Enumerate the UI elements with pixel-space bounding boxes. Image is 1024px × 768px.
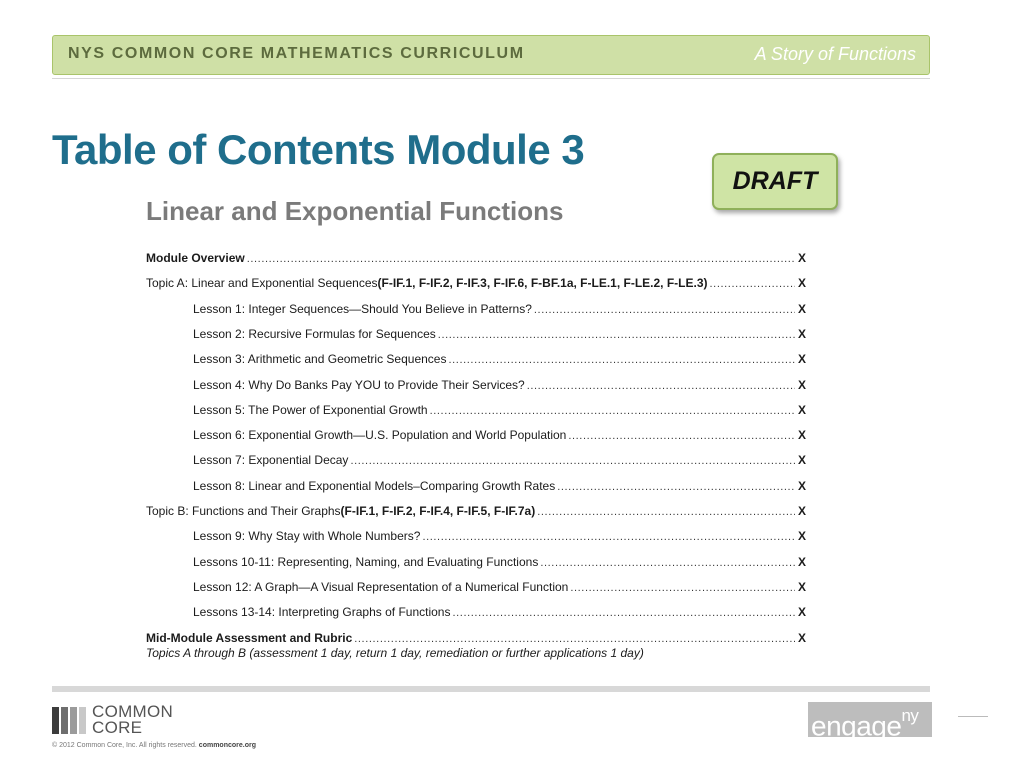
logo-line-2: CORE [92, 718, 143, 737]
toc-entry[interactable] [146, 274, 806, 292]
toc-entry[interactable] [146, 249, 806, 267]
toc-dot-leader [537, 503, 795, 521]
toc-entry-label: Lesson 6: Exponential Growth—U.S. Population and World Population [193, 428, 567, 442]
toc-entry-label: Lesson 7: Exponential Decay [193, 453, 349, 467]
header-divider [52, 78, 930, 79]
toc-entry[interactable] [146, 629, 806, 647]
logo-bar [61, 707, 68, 734]
toc-dot-leader [710, 275, 795, 293]
toc-note: Topics A through B (assessment 1 day, return 1 day, remediation or further applications 1 day) [146, 646, 644, 660]
toc-entry-page: X [797, 479, 806, 493]
toc-entry[interactable] [193, 553, 806, 571]
toc-entry[interactable] [193, 350, 806, 368]
toc-entry-label: Lesson 2: Recursive Formulas for Sequences [193, 327, 436, 341]
toc-entry-page: X [797, 504, 806, 518]
toc-dot-leader [452, 604, 795, 622]
toc-entry[interactable] [193, 376, 806, 394]
toc-entry-page: X [797, 555, 806, 569]
toc-entry[interactable] [193, 325, 806, 343]
page-title: Table of Contents Module 3 [52, 126, 585, 173]
toc-entry-page: X [797, 327, 806, 341]
toc-entry-page: X [797, 605, 806, 619]
toc-entry-page: X [797, 631, 806, 645]
toc-entry[interactable] [193, 477, 806, 495]
toc-entry[interactable] [193, 603, 806, 621]
toc-entry-label: Lessons 13-14: Interpreting Graphs of Functions [193, 605, 451, 619]
toc-entry-label: Topic A: Linear and Exponential Sequences [146, 276, 378, 290]
toc-dot-leader [247, 250, 795, 268]
engageny-logo [808, 702, 932, 742]
corner-mark [958, 716, 988, 717]
toc-entry-label: Lesson 5: The Power of Exponential Growth [193, 403, 428, 417]
toc-entry-page: X [797, 580, 806, 594]
toc-entry-standards: (F-IF.1, F-IF.2, F-IF.4, F-IF.5, F-IF.7a) [340, 504, 536, 518]
toc-entry[interactable] [193, 578, 806, 596]
module-series-title: A Story of Functions [754, 44, 916, 64]
logo-bar [79, 707, 86, 734]
toc-entry-page: X [797, 453, 806, 467]
toc-entry-page: X [797, 403, 806, 417]
logo-line-1: COMMON [92, 702, 174, 721]
common-core-logo-icon [52, 707, 86, 734]
logo-bar [52, 707, 59, 734]
engage-word: engage [811, 710, 902, 742]
common-core-logo-text [92, 704, 173, 736]
toc-entry-label: Mid-Module Assessment and Rubric [146, 631, 353, 645]
toc-dot-leader [350, 452, 795, 470]
toc-entry-label: Lesson 8: Linear and Exponential Models–Comparing Growth Rates [193, 479, 556, 493]
toc-entry-page: X [797, 529, 806, 543]
toc-entry[interactable] [193, 451, 806, 469]
toc-entry-page: X [797, 428, 806, 442]
copyright-site-link[interactable]: commoncore.org [198, 742, 256, 749]
footer-divider [52, 686, 930, 692]
toc-entry-label: Lesson 1: Integer Sequences—Should You Believe in Patterns? [193, 302, 532, 316]
toc-entry[interactable] [193, 300, 806, 318]
draft-badge: DRAFT [712, 153, 838, 210]
toc-entry-page: X [797, 352, 806, 366]
logo-bar [70, 707, 77, 734]
toc-dot-leader [527, 377, 795, 395]
toc-entry-label: Lesson 12: A Graph—A Visual Representation of a Numerical Function [193, 580, 569, 594]
copyright-notice [52, 742, 256, 749]
toc-dot-leader [570, 579, 795, 597]
toc-dot-leader [568, 427, 795, 445]
toc-entry[interactable] [146, 502, 806, 520]
engage-superscript: ny [901, 706, 919, 725]
toc-heading: Linear and Exponential Functions [146, 196, 564, 226]
copyright-text: © 2012 Common Core, Inc. All rights reserved. [52, 742, 197, 749]
toc-dot-leader [430, 402, 795, 420]
toc-entry-label: Lesson 9: Why Stay with Whole Numbers? [193, 529, 421, 543]
toc-entry-page: X [797, 251, 806, 265]
toc-entry-label: Module Overview [146, 251, 245, 265]
toc-entry-label: Lessons 10-11: Representing, Naming, and Evaluating Functions [193, 555, 539, 569]
toc-dot-leader [534, 301, 795, 319]
toc-entry-standards: (F-IF.1, F-IF.2, F-IF.3, F-IF.6, F-BF.1a, F-LE.1, F-LE.2, F-LE.3) [377, 276, 708, 290]
curriculum-header-band [52, 35, 930, 75]
toc-entry[interactable] [193, 527, 806, 545]
toc-dot-leader [438, 326, 795, 344]
toc-entry-label: Topic B: Functions and Their Graphs [146, 504, 341, 518]
toc-entry-page: X [797, 276, 806, 290]
toc-dot-leader [540, 554, 795, 572]
toc-dot-leader [422, 528, 795, 546]
curriculum-name: NYS COMMON CORE MATHEMATICS CURRICULUM [68, 45, 525, 62]
toc-entry-page: X [797, 302, 806, 316]
toc-entry[interactable] [193, 401, 806, 419]
toc-entry-label: Lesson 3: Arithmetic and Geometric Sequences [193, 352, 447, 366]
common-core-logo [52, 704, 173, 736]
toc-entry-page: X [797, 378, 806, 392]
toc-entry[interactable] [193, 426, 806, 444]
toc-dot-leader [448, 351, 795, 369]
toc-dot-leader [557, 478, 795, 496]
toc-entry-label: Lesson 4: Why Do Banks Pay YOU to Provide Their Services? [193, 378, 525, 392]
